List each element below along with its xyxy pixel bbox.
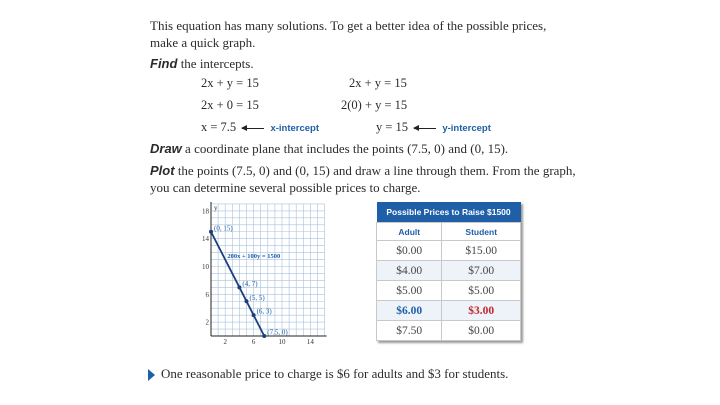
y-intercept-value: y = 15 (376, 120, 409, 134)
table-row (377, 281, 521, 301)
y-tick-label: 10 (202, 263, 209, 271)
y-tick-label: 18 (202, 207, 209, 216)
adult-price: $4.00 (377, 261, 442, 281)
table-row (377, 261, 521, 281)
plot-verb: Plot (150, 163, 175, 178)
left-eq-2: 2x + 0 = 15 (201, 98, 259, 112)
x-tick-label: 2 (223, 338, 227, 346)
plot-text-2: you can determine several possible prices to charge. (150, 180, 421, 195)
y-intercept-label: y-intercept (442, 123, 491, 134)
y-axis-label: y (214, 203, 218, 212)
student-price: $5.00 (442, 281, 521, 301)
student-price: $3.00 (442, 301, 521, 321)
draw-verb: Draw (150, 141, 182, 156)
plot-text-1: the points (7.5, 0) and (0, 15) and draw a line through them. From the graph, (177, 163, 576, 178)
adult-price: $7.50 (377, 321, 442, 341)
draw-step (150, 140, 508, 157)
equation-label: 200x + 100y = 1500 (227, 253, 281, 261)
student-price: $7.00 (442, 261, 521, 281)
col-header-adult: Adult (377, 223, 442, 241)
data-point (252, 313, 256, 317)
arrow-left-icon (414, 128, 436, 129)
point-label: (6, 3) (256, 307, 272, 316)
find-step (150, 55, 254, 72)
prices-table (376, 202, 521, 341)
x-intercept-label: x-intercept (270, 123, 320, 134)
find-verb: Find (150, 56, 178, 71)
student-price: $0.00 (442, 321, 521, 341)
right-eq-2: 2(0) + y = 15 (341, 98, 408, 112)
point-label: (4, 7) (242, 279, 258, 288)
col-header-student: Student (442, 223, 521, 241)
graph-grid (211, 202, 327, 336)
intro-line-2: make a quick graph. (150, 35, 256, 50)
table-title: Possible Prices to Raise $1500 (377, 202, 521, 223)
y-intercept-row (376, 120, 491, 135)
graph-points (209, 224, 288, 338)
intro-line-1: This equation has many solutions. To get a better idea of the possible prices, (150, 18, 547, 33)
data-point (245, 299, 249, 303)
student-price: $15.00 (442, 241, 521, 261)
coordinate-graph (193, 199, 343, 347)
x-intercept-value: x = 7.5 (201, 120, 237, 134)
table-row (377, 321, 521, 341)
right-eq-1: 2x + y = 15 (349, 76, 407, 90)
y-tick-label: 6 (205, 290, 209, 299)
adult-price: $6.00 (377, 301, 442, 321)
data-point (237, 285, 241, 289)
table-row (377, 241, 521, 261)
x-intercept-row (201, 120, 319, 135)
adult-price: $5.00 (377, 281, 442, 301)
point-label: (7.5, 0) (267, 328, 288, 337)
plot-step (150, 162, 576, 196)
adult-price: $0.00 (377, 241, 442, 261)
point-label: (5, 5) (249, 293, 265, 302)
conclusion-text: One reasonable price to charge is $6 for adults and $3 for students. (161, 366, 509, 381)
conclusion (148, 365, 508, 382)
play-triangle-icon (148, 369, 155, 381)
left-eq-1: 2x + y = 15 (201, 76, 259, 90)
find-text: the intercepts. (180, 56, 254, 71)
data-point (262, 334, 266, 338)
x-tick-label: 14 (306, 338, 314, 346)
data-point (209, 230, 213, 234)
x-tick-label: 6 (251, 338, 256, 346)
intro-paragraph (150, 17, 546, 51)
draw-text: a coordinate plane that includes the points (7.5, 0) and (0, 15). (185, 141, 509, 156)
y-tick-label: 2 (205, 318, 209, 327)
table-row-highlighted (377, 301, 521, 321)
arrow-left-icon (242, 128, 264, 129)
x-tick-label: 10 (278, 338, 286, 346)
y-tick-label: 14 (202, 235, 209, 244)
point-label: (0, 15) (214, 224, 233, 233)
